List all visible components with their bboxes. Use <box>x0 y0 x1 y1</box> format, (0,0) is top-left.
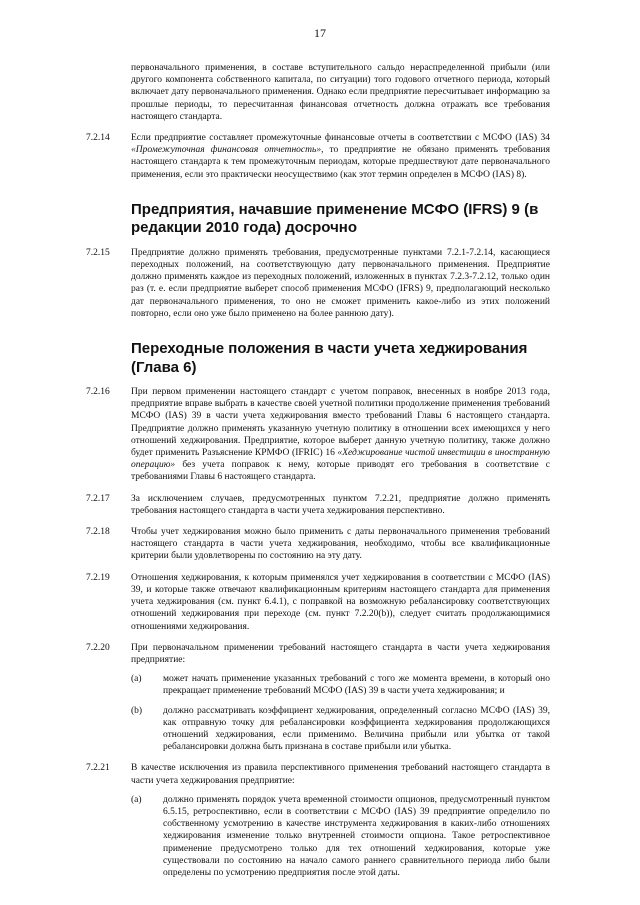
paragraph-7-2-18 <box>86 526 550 563</box>
list-item-text: может начать применение указанных требований с того же момента времени, в который оно прекращает применение требований МСФО (IAS) 39 в части учета хеджирования; и <box>163 674 550 697</box>
paragraph-7-2-19 <box>86 572 550 633</box>
page-number: 17 <box>314 26 326 40</box>
paragraph-number: 7.2.17 <box>86 493 110 504</box>
interpretation-title-italic: «Хеджирование чистой инвестиции в иностранную операцию» <box>131 448 550 471</box>
paragraph-number: 7.2.20 <box>86 642 110 653</box>
paragraph-text: При первом применении настоящего стандарт с учетом поправок, внесенных в ноябре 2013 года, предприятие вправе выбрать в качестве своей учетной политики продолжение применения требований МСФО (IAS) 39 в части учета хеджирования вместо требований Главы 6 настоящего стандарта. Предприятие должно применять указанную учетную политику в отношении всех имеющихся у него отношений хеджирования. Предприятие, которое выберет данную учетную политику, также должно будет применить Разъяснение КРМФО (IFRIC) 16 «Хеджирование чистой инвестиции в иностранную операцию» без учета поправок к нему, которые приводят его требования в соответствие с требованиями Главы 6 настоящего стандарта. <box>131 387 550 483</box>
paragraph-text: Если предприятие составляет промежуточные финансовые отчеты в соответствии с МСФО (IAS) 34 «Промежуточная финансовая отчетность», то предприятие не обязано применять требования настоящего стандарта к тем промежуточным периодам, которые предшествуют дате первоначального применения, если это практически неосуществимо (как этот термин определен в МСФО (IAS) 8). <box>131 133 550 180</box>
paragraph-body <box>131 762 550 879</box>
paragraph-text: Отношения хеджирования, к которым применялся учет хеджирования в соответствии с МСФО (IAS) 39, и которые также отвечают квалификационным критериям настоящего стандарта для применения учета хеджирования (см. пункт 6.4.1), с поправкой на возможную ребалансировку соответствующих отношений хеджирования при переходе (см. пункт 7.2.20(b)), следует считать продолжающимися отношениями хеджирования. <box>131 572 550 632</box>
document-body <box>86 62 550 879</box>
list-item-label: (a) <box>131 674 142 685</box>
paragraph-7-2-15 <box>86 247 550 320</box>
paragraph-7-2-14 <box>86 132 550 181</box>
section-heading-early-adopters: Предприятия, начавшие применение МСФО (IFRS) 9 (в редакции 2010 года) досрочно <box>131 200 539 237</box>
standard-title-italic: «Промежуточная финансовая отчетность» <box>131 145 322 156</box>
paragraph-7-2-17 <box>86 493 550 517</box>
paragraph-text: В качестве исключения из правила перспективного применения требований настоящего стандарта в части учета хеджирования предприятие: <box>131 763 550 786</box>
paragraph-text: Предприятие должно применять требования, предусмотренные пунктами 7.2.1-7.2.14, касающиеся переходных положений, на соответствующую дату первоначального применения. Предприятие должно применять каждое из переходных положений, изложенных в пунктах 7.2.3-7.2.12, только один раз (т. е. если предприятие выберет способ применения МСФО (IFRS) 9, предполагающий несколько дат первоначального применения, то оно не сможет применить какое-либо из этих положений повторно, если оно уже было применено на более раннюю дату). <box>131 247 550 319</box>
intro-paragraph: первоначального применения, в составе вступительного сальдо нераспределенной прибыли (или другого компонента собственного капитала, по ситуации) того годового отчетного периода, который включает дату первоначального применения. Однако если предприятие пересчитывает информацию за прошлые периоды, то пересчитанная финансовая отчетность должна отражать все требования настоящего стандарта. <box>131 63 550 122</box>
paragraph-number: 7.2.16 <box>86 387 110 398</box>
list-item <box>131 673 550 697</box>
paragraph-text: Чтобы учет хеджирования можно было применить с даты первоначального применения требований настоящего стандарта в части учета хеджирования, необходимо, чтобы все квалификационные критерии были удовлетворены по состоянию на эту дату. <box>131 527 550 562</box>
paragraph-text: При первоначальном применении требований настоящего стандарта в части учета хеджирования предприятие: <box>131 642 550 665</box>
list-item-label: (b) <box>131 705 143 716</box>
paragraph-number: 7.2.14 <box>86 133 110 144</box>
section-heading-hedge-accounting: Переходные положения в части учета хеджирования (Глава 6) <box>131 340 528 376</box>
list-item-text: должно рассматривать коэффициент хеджирования, определенный согласно МСФО (IAS) 39, как отправную точку для ребалансировки коэффициента хеджирования продолжающихся отношений хеджирования, если применимо. Величина прибыли или убытка от такой ребалансировки должна быть признана в составе прибыли или убытка. <box>163 705 550 753</box>
paragraph-body <box>131 642 550 754</box>
paragraph-number: 7.2.15 <box>86 247 110 258</box>
paragraph-number: 7.2.18 <box>86 527 110 538</box>
paragraph-text: За исключением случаев, предусмотренных пунктом 7.2.21, предприятие должно применять требования настоящего стандарта в части учета хеджирования перспективно. <box>131 493 550 516</box>
list-item-text: должно применять порядок учета временной стоимости опционов, предусмотренный пунктом 6.5.15, ретроспективно, если в соответствии с МСФО (IAS) 39 предприятие определило по собственному усмотрению в качестве инструмента хеджирования в каких-либо отношениях хеджирования изменение только внутренней стоимости опциона. Такое ретроспективное применение предусмотрено только для тех отношений хеджирования, которые уже существовали по состоянию на начало самого раннего сравнительного периода либо были определены по усмотрению предприятия после этой даты. <box>163 794 550 878</box>
paragraph-number: 7.2.19 <box>86 572 110 583</box>
paragraph-7-2-21 <box>86 762 550 879</box>
list-item <box>131 705 550 754</box>
paragraph-7-2-20 <box>86 642 550 754</box>
paragraph-number: 7.2.21 <box>86 763 110 774</box>
list-item <box>131 794 550 879</box>
list-item-label: (a) <box>131 794 142 805</box>
paragraph-7-2-16 <box>86 386 550 484</box>
